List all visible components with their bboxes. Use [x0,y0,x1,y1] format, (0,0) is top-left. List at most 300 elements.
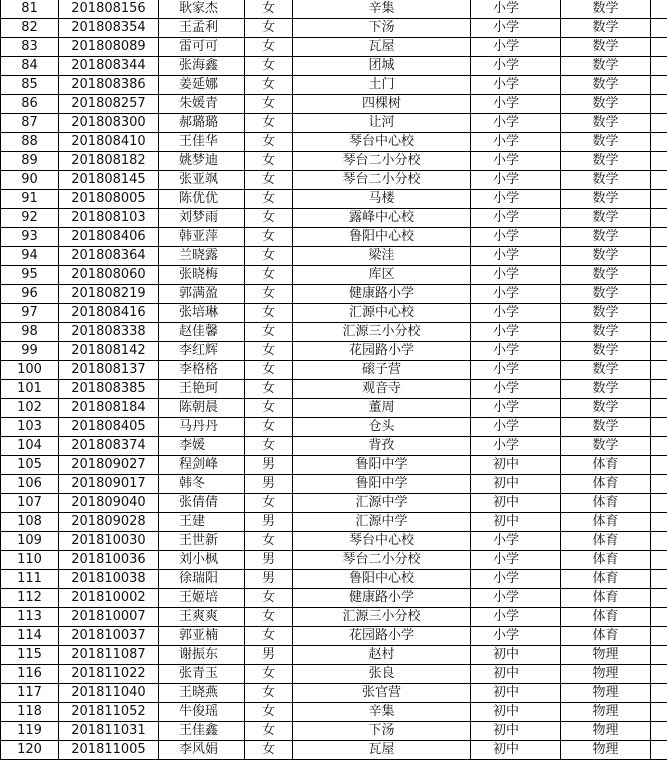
gender-cell: 男 [245,646,293,665]
name-cell: 徐瑞阳 [159,570,245,589]
school-level-cell: 小学 [471,418,561,437]
empty-cell [651,627,667,646]
gender-cell: 女 [245,152,293,171]
school-level-cell: 小学 [471,209,561,228]
subject-cell: 数学 [561,437,651,456]
school-level-cell: 小学 [471,361,561,380]
gender-cell: 男 [245,570,293,589]
gender-cell: 女 [245,171,293,190]
subject-cell: 体育 [561,513,651,532]
subject-cell: 物理 [561,665,651,684]
name-cell: 雷可可 [159,38,245,57]
school-cell: 瓦屋 [293,741,471,760]
name-cell: 王姬培 [159,589,245,608]
candidate-id-cell: 201808416 [59,304,159,323]
gender-cell: 女 [245,19,293,38]
school-cell: 汇源中学 [293,513,471,532]
gender-cell: 女 [245,133,293,152]
table-row [1,152,667,171]
school-cell: 辛集 [293,0,471,19]
empty-cell [651,133,667,152]
gender-cell: 女 [245,399,293,418]
table-row [1,323,667,342]
candidate-id-cell: 201811031 [59,722,159,741]
school-level-cell: 小学 [471,228,561,247]
gender-cell: 女 [245,285,293,304]
row-number-cell: 104 [1,437,59,456]
candidate-id-cell: 201810038 [59,570,159,589]
subject-cell: 数学 [561,361,651,380]
gender-cell: 男 [245,456,293,475]
name-cell: 耿家杰 [159,0,245,19]
school-cell: 琴台二小分校 [293,152,471,171]
empty-cell [651,741,667,760]
subject-cell: 数学 [561,247,651,266]
name-cell: 朱媛青 [159,95,245,114]
school-level-cell: 初中 [471,456,561,475]
table-row [1,494,667,513]
row-number-cell: 83 [1,38,59,57]
gender-cell: 女 [245,722,293,741]
name-cell: 李媛 [159,437,245,456]
empty-cell [651,171,667,190]
row-number-cell: 120 [1,741,59,760]
subject-cell: 体育 [561,475,651,494]
school-level-cell: 初中 [471,684,561,703]
subject-cell: 数学 [561,266,651,285]
empty-cell [651,38,667,57]
row-number-cell: 85 [1,76,59,95]
row-number-cell: 84 [1,57,59,76]
empty-cell [651,19,667,38]
candidate-id-cell: 201808405 [59,418,159,437]
school-level-cell: 小学 [471,190,561,209]
subject-cell: 数学 [561,133,651,152]
table-row [1,228,667,247]
row-number-cell: 92 [1,209,59,228]
school-cell: 马楼 [293,190,471,209]
candidate-id-cell: 201808060 [59,266,159,285]
school-level-cell: 小学 [471,38,561,57]
table-row [1,475,667,494]
school-level-cell: 小学 [471,570,561,589]
row-number-cell: 94 [1,247,59,266]
candidate-id-cell: 201810036 [59,551,159,570]
name-cell: 赵佳馨 [159,323,245,342]
gender-cell: 女 [245,380,293,399]
gender-cell: 女 [245,76,293,95]
candidate-id-cell: 201808386 [59,76,159,95]
empty-cell [651,361,667,380]
empty-cell [651,247,667,266]
row-number-cell: 106 [1,475,59,494]
school-cell: 花园路小学 [293,342,471,361]
table-row [1,627,667,646]
school-level-cell: 小学 [471,342,561,361]
subject-cell: 数学 [561,285,651,304]
school-cell: 琴台二小分校 [293,171,471,190]
school-level-cell: 小学 [471,152,561,171]
candidate-id-cell: 201808103 [59,209,159,228]
name-cell: 王爽爽 [159,608,245,627]
school-cell: 观音寺 [293,380,471,399]
school-cell: 董周 [293,399,471,418]
candidate-id-cell: 201809040 [59,494,159,513]
empty-cell [651,342,667,361]
subject-cell: 体育 [561,456,651,475]
school-cell: 库区 [293,266,471,285]
subject-cell: 数学 [561,171,651,190]
empty-cell [651,456,667,475]
school-level-cell: 小学 [471,171,561,190]
name-cell: 陈朝晨 [159,399,245,418]
row-number-cell: 111 [1,570,59,589]
empty-cell [651,513,667,532]
school-cell: 梁洼 [293,247,471,266]
table-row [1,532,667,551]
candidate-id-cell: 201811087 [59,646,159,665]
gender-cell: 女 [245,57,293,76]
school-cell: 土门 [293,76,471,95]
candidate-id-cell: 201808156 [59,0,159,19]
row-number-cell: 118 [1,703,59,722]
gender-cell: 女 [245,627,293,646]
school-level-cell: 小学 [471,95,561,114]
table-row [1,304,667,323]
school-cell: 张官营 [293,684,471,703]
school-cell: 汇源三小分校 [293,323,471,342]
name-cell: 谢振东 [159,646,245,665]
candidate-id-cell: 201811005 [59,741,159,760]
subject-cell: 数学 [561,418,651,437]
gender-cell: 女 [245,494,293,513]
table-row [1,646,667,665]
school-cell: 健康路小学 [293,285,471,304]
gender-cell: 女 [245,114,293,133]
school-level-cell: 初中 [471,494,561,513]
candidate-id-cell: 201808300 [59,114,159,133]
candidate-id-cell: 201809017 [59,475,159,494]
name-cell: 张培琳 [159,304,245,323]
table-row [1,684,667,703]
name-cell: 李格格 [159,361,245,380]
row-number-cell: 114 [1,627,59,646]
gender-cell: 女 [245,361,293,380]
school-level-cell: 小学 [471,247,561,266]
gender-cell: 女 [245,228,293,247]
row-number-cell: 82 [1,19,59,38]
row-number-cell: 112 [1,589,59,608]
row-number-cell: 119 [1,722,59,741]
table-row [1,342,667,361]
row-number-cell: 107 [1,494,59,513]
gender-cell: 女 [245,741,293,760]
table-row [1,361,667,380]
name-cell: 姚梦迪 [159,152,245,171]
subject-cell: 体育 [561,551,651,570]
gender-cell: 女 [245,589,293,608]
empty-cell [651,228,667,247]
subject-cell: 数学 [561,76,651,95]
subject-cell: 数学 [561,19,651,38]
gender-cell: 女 [245,266,293,285]
school-level-cell: 初中 [471,475,561,494]
name-cell: 张亚飒 [159,171,245,190]
table-row [1,608,667,627]
table-row [1,247,667,266]
row-number-cell: 97 [1,304,59,323]
school-cell: 下汤 [293,722,471,741]
row-number-cell: 103 [1,418,59,437]
row-number-cell: 117 [1,684,59,703]
name-cell: 姜延娜 [159,76,245,95]
subject-cell: 体育 [561,532,651,551]
table-row [1,0,667,19]
subject-cell: 体育 [561,589,651,608]
school-cell: 鲁阳中心校 [293,570,471,589]
candidate-id-cell: 201810037 [59,627,159,646]
name-cell: 韩冬 [159,475,245,494]
row-number-cell: 86 [1,95,59,114]
name-cell: 陈优优 [159,190,245,209]
school-cell: 健康路小学 [293,589,471,608]
name-cell: 王世新 [159,532,245,551]
empty-cell [651,209,667,228]
table-row [1,399,667,418]
row-number-cell: 109 [1,532,59,551]
school-level-cell: 初中 [471,513,561,532]
table-row [1,665,667,684]
table-row [1,285,667,304]
empty-cell [651,684,667,703]
school-level-cell: 小学 [471,114,561,133]
name-cell: 王佳鑫 [159,722,245,741]
gender-cell: 女 [245,95,293,114]
school-cell: 瓦屋 [293,38,471,57]
row-number-cell: 102 [1,399,59,418]
name-cell: 程剑峰 [159,456,245,475]
school-cell: 磙子营 [293,361,471,380]
subject-cell: 物理 [561,722,651,741]
subject-cell: 体育 [561,627,651,646]
candidate-id-cell: 201808184 [59,399,159,418]
table-row [1,76,667,95]
school-level-cell: 小学 [471,627,561,646]
name-cell: 王晓燕 [159,684,245,703]
name-cell: 兰晓露 [159,247,245,266]
subject-cell: 数学 [561,114,651,133]
candidate-id-cell: 201808142 [59,342,159,361]
school-level-cell: 初中 [471,665,561,684]
gender-cell: 女 [245,608,293,627]
subject-cell: 物理 [561,741,651,760]
empty-cell [651,190,667,209]
row-number-cell: 110 [1,551,59,570]
name-cell: 李风娟 [159,741,245,760]
empty-cell [651,570,667,589]
roster-body [1,0,667,760]
name-cell: 张晓梅 [159,266,245,285]
row-number-cell: 90 [1,171,59,190]
subject-cell: 物理 [561,684,651,703]
subject-cell: 体育 [561,608,651,627]
school-cell: 下汤 [293,19,471,38]
candidate-id-cell: 201808005 [59,190,159,209]
row-number-cell: 87 [1,114,59,133]
row-number-cell: 100 [1,361,59,380]
table-row [1,722,667,741]
name-cell: 王佳华 [159,133,245,152]
school-level-cell: 小学 [471,589,561,608]
school-level-cell: 小学 [471,285,561,304]
table-row [1,95,667,114]
gender-cell: 女 [245,247,293,266]
gender-cell: 男 [245,475,293,494]
gender-cell: 女 [245,190,293,209]
school-level-cell: 小学 [471,57,561,76]
table-row [1,456,667,475]
subject-cell: 数学 [561,323,651,342]
name-cell: 郝璐璐 [159,114,245,133]
candidate-id-cell: 201808364 [59,247,159,266]
candidate-id-cell: 201811052 [59,703,159,722]
table-row [1,703,667,722]
school-level-cell: 小学 [471,608,561,627]
row-number-cell: 108 [1,513,59,532]
subject-cell: 数学 [561,57,651,76]
school-cell: 鲁阳中学 [293,475,471,494]
table-row [1,171,667,190]
subject-cell: 物理 [561,703,651,722]
table-row [1,114,667,133]
subject-cell: 数学 [561,342,651,361]
school-cell: 鲁阳中学 [293,456,471,475]
row-number-cell: 93 [1,228,59,247]
row-number-cell: 99 [1,342,59,361]
subject-cell: 数学 [561,38,651,57]
school-level-cell: 初中 [471,722,561,741]
school-level-cell: 小学 [471,323,561,342]
empty-cell [651,76,667,95]
school-cell: 背孜 [293,437,471,456]
candidate-id-cell: 201808374 [59,437,159,456]
school-cell: 汇源中学 [293,494,471,513]
subject-cell: 数学 [561,152,651,171]
gender-cell: 女 [245,665,293,684]
table-row [1,38,667,57]
school-cell: 琴台中心校 [293,532,471,551]
school-level-cell: 小学 [471,551,561,570]
candidate-id-cell: 201810002 [59,589,159,608]
table-row [1,589,667,608]
candidate-id-cell: 201808145 [59,171,159,190]
empty-cell [651,114,667,133]
school-level-cell: 小学 [471,76,561,95]
name-cell: 郭亚楠 [159,627,245,646]
row-number-cell: 81 [1,0,59,19]
row-number-cell: 98 [1,323,59,342]
school-level-cell: 小学 [471,437,561,456]
school-cell: 赵村 [293,646,471,665]
empty-cell [651,323,667,342]
table-row [1,551,667,570]
table-row [1,513,667,532]
name-cell: 刘小枫 [159,551,245,570]
subject-cell: 数学 [561,399,651,418]
gender-cell: 女 [245,532,293,551]
candidate-id-cell: 201808089 [59,38,159,57]
empty-cell [651,399,667,418]
name-cell: 王孟利 [159,19,245,38]
gender-cell: 男 [245,551,293,570]
table-row [1,133,667,152]
empty-cell [651,646,667,665]
empty-cell [651,703,667,722]
empty-cell [651,95,667,114]
school-cell: 汇源三小分校 [293,608,471,627]
candidate-id-cell: 201809028 [59,513,159,532]
school-cell: 花园路小学 [293,627,471,646]
empty-cell [651,532,667,551]
gender-cell: 女 [245,342,293,361]
subject-cell: 物理 [561,646,651,665]
gender-cell: 女 [245,323,293,342]
school-level-cell: 小学 [471,133,561,152]
gender-cell: 女 [245,209,293,228]
school-cell: 露峰中心校 [293,209,471,228]
name-cell: 刘梦雨 [159,209,245,228]
subject-cell: 数学 [561,228,651,247]
school-cell: 让河 [293,114,471,133]
candidate-id-cell: 201810007 [59,608,159,627]
empty-cell [651,494,667,513]
school-cell: 琴台中心校 [293,133,471,152]
subject-cell: 数学 [561,0,651,19]
subject-cell: 体育 [561,570,651,589]
name-cell: 张青玉 [159,665,245,684]
candidate-id-cell: 201808385 [59,380,159,399]
subject-cell: 体育 [561,494,651,513]
school-level-cell: 小学 [471,532,561,551]
empty-cell [651,304,667,323]
empty-cell [651,0,667,19]
candidate-id-cell: 201808410 [59,133,159,152]
empty-cell [651,57,667,76]
gender-cell: 女 [245,684,293,703]
candidate-id-cell: 201808219 [59,285,159,304]
empty-cell [651,285,667,304]
name-cell: 王建 [159,513,245,532]
subject-cell: 数学 [561,380,651,399]
gender-cell: 女 [245,418,293,437]
row-number-cell: 105 [1,456,59,475]
empty-cell [651,418,667,437]
school-level-cell: 小学 [471,304,561,323]
name-cell: 韩亚萍 [159,228,245,247]
empty-cell [651,266,667,285]
candidate-id-cell: 201808182 [59,152,159,171]
school-cell: 辛集 [293,703,471,722]
candidate-id-cell: 201809027 [59,456,159,475]
row-number-cell: 91 [1,190,59,209]
school-level-cell: 初中 [471,741,561,760]
name-cell: 王艳珂 [159,380,245,399]
empty-cell [651,551,667,570]
table-row [1,19,667,38]
school-cell: 鲁阳中心校 [293,228,471,247]
empty-cell [651,665,667,684]
gender-cell: 女 [245,304,293,323]
